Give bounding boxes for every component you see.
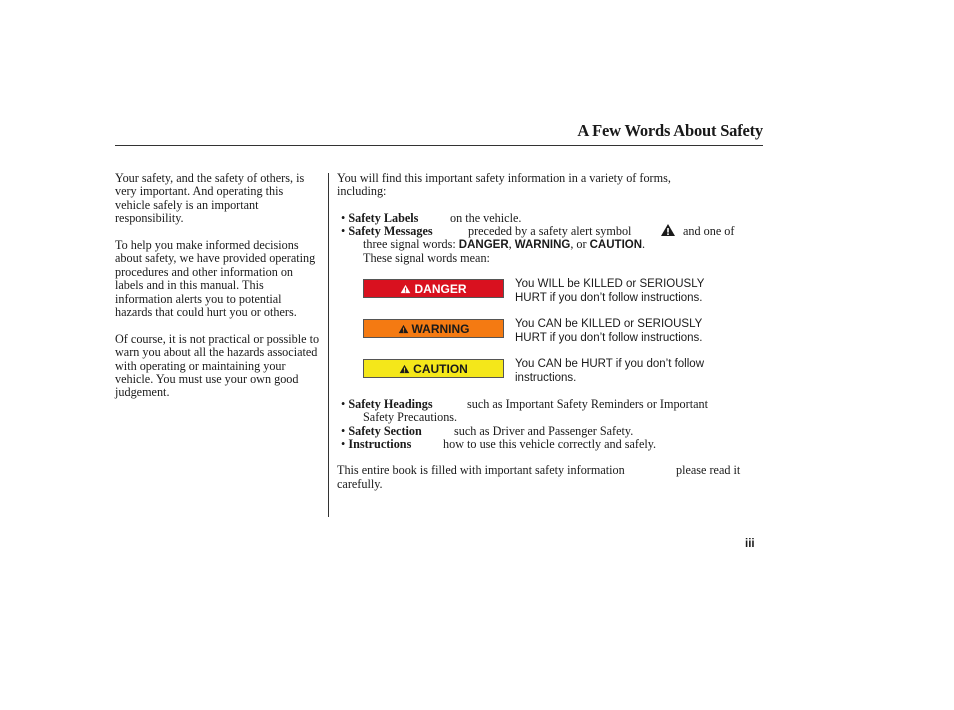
paragraph-intro: Your safety, and the safety of others, is very important. And operating this vehicle safely is an important responsibility. — [115, 171, 305, 226]
safety-messages-text: preceded by a safety alert symbol — [468, 224, 632, 238]
caution-desc-line-2: instructions. — [515, 371, 577, 384]
signal-sep-1: , — [508, 237, 512, 251]
warning-label-text: WARNING — [411, 321, 470, 336]
page-title: A Few Words About Safety — [577, 121, 763, 140]
bullet-safety-labels: • Safety Labels — [341, 211, 419, 225]
term-safety-messages: Safety Messages — [348, 224, 433, 238]
signal-words-prefix: three signal words: — [363, 237, 456, 251]
term-instructions: Instructions — [348, 437, 412, 451]
right-column-intro — [337, 172, 757, 199]
warning-desc-line-2: HURT if you don’t follow instructions. — [515, 331, 703, 344]
caution-label — [363, 359, 504, 378]
alert-triangle-icon — [400, 284, 411, 294]
signal-word-warning: WARNING — [514, 239, 571, 251]
signal-sep-2: , or — [570, 237, 587, 251]
page-number: iii — [745, 538, 755, 550]
safety-messages-text-2: and one of — [683, 224, 735, 238]
signal-end: . — [642, 237, 646, 251]
signal-word-danger: DANGER — [458, 239, 509, 251]
safety-headings-text: such as Important Safety Reminders or Important — [467, 397, 708, 411]
danger-label-text: DANGER — [414, 281, 467, 296]
danger-desc-line-1: You WILL be KILLED or SERIOUSLY — [515, 278, 705, 290]
danger-desc-line-2: HURT if you don’t follow instructions. — [515, 291, 703, 304]
closing-text-1a: This entire book is filled with important safety information — [337, 463, 625, 477]
warning-desc-line-1: You CAN be KILLED or SERIOUSLY — [515, 318, 703, 330]
intro-line-1: You will find this important safety information in a variety of forms, — [337, 171, 671, 185]
bullet-safety-labels-text: on the vehicle. — [450, 211, 522, 225]
alert-triangle-icon — [399, 364, 410, 374]
term-safety-headings: Safety Headings — [348, 397, 433, 411]
left-column — [115, 172, 320, 413]
warning-description — [515, 318, 745, 345]
caution-description — [515, 358, 745, 385]
paragraph-judgement: Of course, it is not practical or possible to warn you about all the hazards associated with operating or maintaining your vehicle. You must use your own good judgement. — [115, 331, 320, 400]
instructions-text: how to use this vehicle correctly and safely. — [443, 437, 657, 451]
safety-alert-icon — [660, 223, 676, 240]
danger-label — [363, 279, 504, 298]
warning-label — [363, 319, 504, 338]
caution-desc-line-1: You CAN be HURT if you don’t follow — [515, 358, 704, 370]
signal-word-caution: CAUTION — [589, 239, 643, 251]
paragraph-informed-decisions: To help you make informed decisions about safety, we have provided operating procedures and other information on labels and in this manual. This information alerts you to potential hazards that could hurt you or others. — [115, 238, 316, 320]
intro-line-2: including: — [337, 184, 387, 199]
caution-label-text: CAUTION — [413, 361, 468, 376]
bullet-safety-headings: • Safety Headings — [341, 397, 433, 411]
closing-text-2: carefully. — [337, 477, 383, 491]
header-rule — [115, 145, 763, 146]
safety-headings-text-2: Safety Precautions. — [363, 410, 458, 424]
closing-text-1b: please read it — [676, 463, 741, 477]
term-safety-labels: Safety Labels — [348, 211, 419, 225]
bullet-instructions: • Instructions — [341, 437, 412, 451]
danger-description — [515, 278, 745, 305]
term-safety-section: Safety Section — [348, 424, 422, 438]
column-divider — [328, 173, 329, 517]
bullet-safety-section: • Safety Section — [341, 424, 422, 438]
signal-words-mean: These signal words mean: — [363, 251, 490, 265]
bullet-safety-messages: • Safety Messages — [341, 224, 433, 238]
alert-triangle-icon — [398, 324, 409, 334]
safety-section-text: such as Driver and Passenger Safety. — [454, 424, 634, 438]
